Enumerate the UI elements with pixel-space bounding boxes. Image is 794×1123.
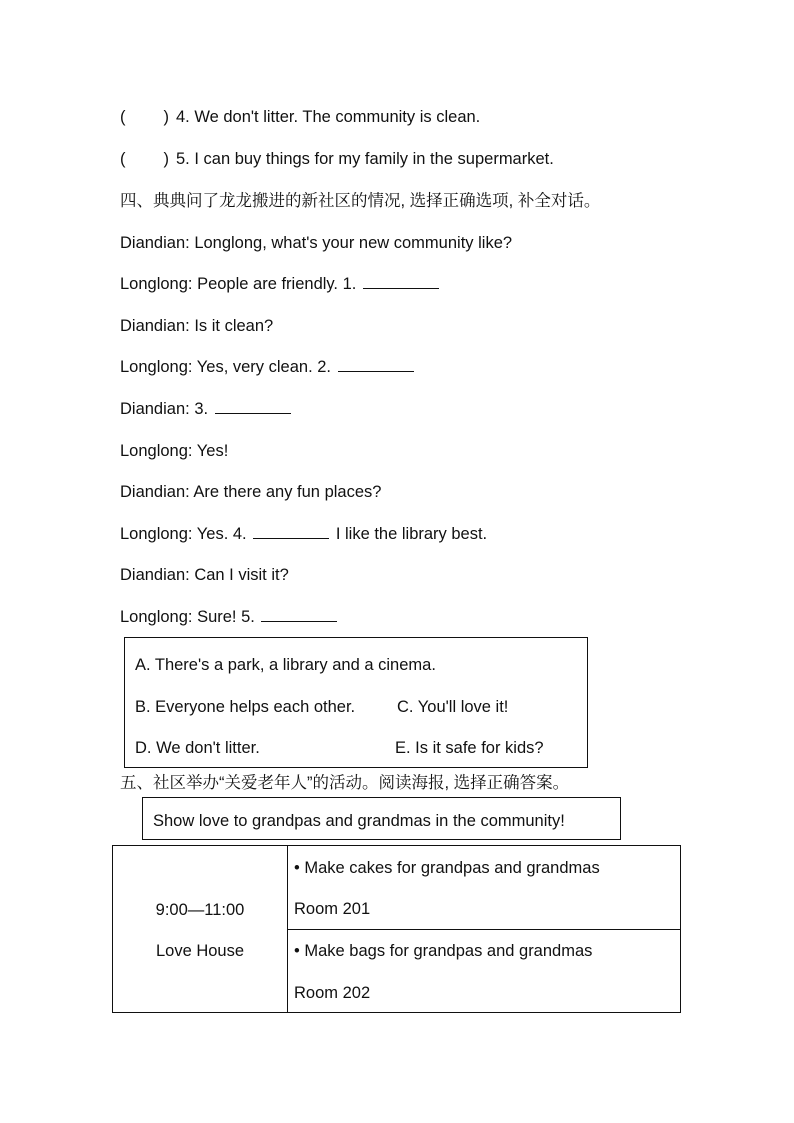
speaker-name: Diandian	[120, 317, 186, 335]
dialogue-text: 3.	[194, 400, 209, 418]
answer-blank-4[interactable]	[253, 524, 329, 539]
dialogue-line: Longlong: Yes, very clean. 2.	[120, 356, 416, 378]
schedule-place: Love House	[155, 942, 245, 960]
table-divider-horizontal	[287, 929, 680, 930]
dialogue-line: Diandian: Are there any fun places?	[120, 483, 382, 501]
dialogue-text-after: I like the library best.	[335, 525, 488, 543]
speaker-name: Diandian	[120, 483, 186, 501]
answer-parentheses[interactable]: ( )	[120, 150, 169, 168]
option-e: E. Is it safe for kids?	[395, 739, 544, 757]
question-text: 4. We don't litter. The community is clean.	[176, 108, 481, 126]
dialogue-text: People are friendly. 1.	[197, 275, 357, 293]
speaker-name: Longlong	[120, 608, 188, 626]
dialogue-line: Diandian: Can I visit it?	[120, 566, 289, 584]
poster-title: Show love to grandpas and grandmas in the community!	[142, 797, 621, 840]
speaker-name: Diandian	[120, 400, 186, 418]
speaker-name: Diandian	[120, 234, 186, 252]
option-b: B. Everyone helps each other.	[135, 698, 356, 716]
answer-parentheses[interactable]: ( )	[120, 108, 169, 126]
dialogue-text: Yes. 4.	[196, 525, 247, 543]
option-a: A. There's a park, a library and a cinema.	[135, 656, 436, 674]
activity-row	[294, 857, 600, 879]
answer-blank-3[interactable]	[215, 399, 291, 414]
section-5-heading: 五、社区举办“关爱老年人”的活动。阅读海报, 选择正确答案。	[120, 774, 570, 792]
dialogue-line: Diandian: Is it clean?	[120, 317, 274, 335]
activity-row	[294, 940, 592, 962]
schedule-table	[112, 845, 681, 1013]
activity-name: Make cakes for grandpas and grandmas	[304, 859, 600, 877]
question-text: 5. I can buy things for my family in the supermarket.	[176, 150, 554, 168]
activity-name: Make bags for grandpas and grandmas	[304, 942, 593, 960]
dialogue-text: Longlong, what's your new community like?	[194, 234, 513, 252]
dialogue-line: Longlong: People are friendly. 1.	[120, 273, 441, 295]
dialogue-line: Longlong: Sure! 5.	[120, 606, 339, 628]
activity-room: Room 201	[294, 900, 371, 918]
option-c: C. You'll love it!	[397, 698, 509, 716]
schedule-time: 9:00—11:00	[155, 901, 245, 919]
question-4	[120, 106, 480, 128]
dialogue-text: Yes!	[196, 442, 229, 460]
bullet-icon: •	[294, 942, 300, 960]
dialogue-text: Can I visit it?	[194, 566, 289, 584]
bullet-icon: •	[294, 859, 300, 877]
dialogue-text: Are there any fun places?	[193, 483, 382, 501]
dialogue-text: Sure! 5.	[197, 608, 255, 626]
question-5	[120, 148, 554, 170]
dialogue-line: Longlong: Yes!	[120, 442, 229, 460]
answer-blank-5[interactable]	[261, 607, 337, 622]
speaker-name: Longlong	[120, 275, 188, 293]
speaker-name: Longlong	[120, 525, 188, 543]
speaker-name: Longlong	[120, 358, 188, 376]
option-d: D. We don't litter.	[135, 739, 260, 757]
speaker-name: Longlong	[120, 442, 188, 460]
answer-blank-2[interactable]	[338, 357, 414, 372]
speaker-name: Diandian	[120, 566, 186, 584]
dialogue-line: Diandian: Longlong, what's your new community like?	[120, 234, 513, 252]
dialogue-text: Is it clean?	[194, 317, 274, 335]
answer-blank-1[interactable]	[363, 274, 439, 289]
options-box	[124, 637, 588, 768]
activity-room: Room 202	[294, 984, 371, 1002]
dialogue-text: Yes, very clean. 2.	[196, 358, 331, 376]
section-4-heading: 四、典典问了龙龙搬进的新社区的情况, 选择正确选项, 补全对话。	[120, 192, 601, 210]
dialogue-line: Diandian: 3.	[120, 398, 293, 420]
dialogue-line: Longlong: Yes. 4. I like the library best.	[120, 525, 488, 543]
